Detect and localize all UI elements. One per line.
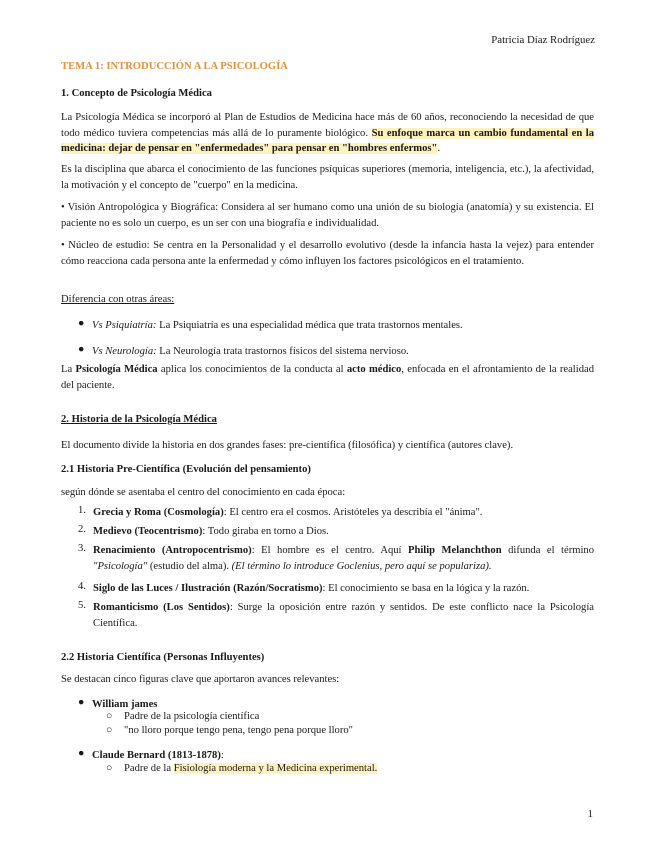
paragraph-study-core: • Núcleo de estudio: Se centra en la Personalidad y el desarrollo evolutivo (desde la infancia hasta la vejez) para entender cómo reacciona cada persona ante la enfermedad y cómo influyen los factores psicológicos en el tratamiento.: [61, 240, 594, 267]
difference-item-neurology: [92, 344, 592, 360]
differences-title: Diferencia con otras áreas:: [61, 294, 175, 305]
history-intro: El documento divide la historia en dos grandes fases: pre-científica (filosófica) y científica (autores clave).: [61, 440, 514, 451]
era-text: : El centro era el cosmos. Aristóteles ya describía el "ánima".: [223, 507, 483, 518]
person-name: Philip Melanchthon: [407, 545, 502, 556]
hollow-bullet-icon: ○: [106, 763, 113, 774]
era-label: Renacimiento (Antropocentrismo): [93, 545, 252, 556]
figure-name-william-james: William james: [92, 699, 158, 710]
list-item-medievo: [93, 524, 594, 540]
page-header-author: Patricia Díaz Rodríguez: [491, 34, 595, 46]
era-text: : El hombre es el centro. Aquí: [251, 545, 408, 556]
page-number: 1: [587, 808, 593, 820]
difference-text: La Psiquiatría es una especialidad médica que trata trastornos mentales.: [156, 320, 463, 331]
text: Padre de la: [124, 763, 174, 774]
paragraph-anthropological-vision: • Visión Antropológica y Biográfica: Considera al ser humano como una unión de su biología (anatomía) y su existencia. El paciente no es solo un cuerpo, es un ser con una biografía e individualidad.: [61, 202, 594, 229]
figure-name-claude-bernard: [92, 748, 592, 764]
highlighted-statement: Su enfoque marca un cambio fundamental en la medicina: dejar de pensar en "enfermedades" para pensar en "hombres enfermos": [61, 127, 594, 154]
hollow-bullet-icon: ○: [106, 725, 113, 736]
text: aplica los conocimientos de la conducta al: [157, 364, 347, 375]
era-text: : El conocimiento se basa en la lógica y la razón.: [322, 583, 530, 594]
text: , enfocada en el afrontamiento de la realidad del paciente.: [61, 364, 594, 391]
era-text: (estudio del alma).: [147, 560, 232, 572]
highlighted-text: Fisiología moderna y la Medicina experimental.: [173, 763, 378, 774]
note: (El término lo introduce Goclenius, pero aquí se populariza).: [231, 560, 492, 572]
era-text: difunda el término: [501, 545, 594, 556]
section-2-title: 2. Historia de la Psicología Médica: [61, 414, 217, 425]
list-item-grecia: [93, 505, 594, 521]
era-label: Medievo (Teocentrismo): [93, 526, 203, 537]
intro-text: La Psicología Médica se incorporó al Plan de Estudios de Medicina hace más de 60 años, reconociendo la necesidad de que todo médico tuviera competencias más allá de lo puramente biológico.: [61, 112, 594, 139]
difference-text: La Neurología trata trastornos físicos del sistema nervioso.: [156, 346, 409, 357]
bullet-icon: ●: [78, 748, 85, 759]
hollow-bullet-icon: ○: [106, 711, 113, 722]
list-number: 1.: [78, 505, 86, 516]
list-item-romanticismo: [93, 600, 594, 631]
section-2-1-title: 2.1 Historia Pre-Científica (Evolución del pensamiento): [61, 464, 311, 475]
section-2-1-intro: según dónde se asentaba el centro del conocimiento en cada época:: [61, 487, 346, 498]
topic-title: TEMA 1: INTRODUCCIÓN A LA PSICOLOGÍA: [61, 61, 288, 72]
figure-detail: Padre de la psicología científica: [124, 711, 260, 722]
era-label: Romanticismo (Los Sentidos): [93, 602, 230, 613]
paragraph-definition: Es la disciplina que abarca el conocimiento de las funciones psíquicas superiores (memoria, inteligencia, etc.), la afectividad, la motivación y el concepto de "cuerpo" en la medicina.: [61, 164, 594, 191]
era-text: : Surge la oposición entre razón y sentidos. De este conflicto nace la Psicología Científica.: [93, 602, 594, 629]
difference-label: Vs Neurología:: [92, 346, 157, 357]
figure-name: Claude Bernard (1813-1878): [92, 750, 221, 761]
era-label: Siglo de las Luces / Ilustración (Razón/Socratismo): [93, 583, 323, 594]
era-label: Grecia y Roma (Cosmología): [93, 507, 224, 518]
figure-quote: "no lloro porque tengo pena, tengo pena porque lloro": [124, 725, 353, 736]
difference-label: Vs Psiquiatría:: [92, 320, 157, 331]
section-2-2-intro: Se destacan cinco figuras clave que aportaron avances relevantes:: [61, 674, 340, 685]
list-number: 4.: [78, 581, 86, 592]
bold-term: Psicología Médica: [75, 364, 158, 375]
section-1-title: 1. Concepto de Psicología Médica: [61, 88, 212, 99]
list-number: 3.: [78, 543, 86, 554]
paragraph-intro: [61, 110, 594, 157]
list-number: 2.: [78, 524, 86, 535]
difference-item-psychiatry: [92, 318, 592, 334]
period: .: [437, 143, 441, 154]
bold-term: acto médico: [346, 364, 402, 375]
figure-detail: [124, 763, 377, 774]
colon: :: [220, 750, 224, 761]
term: "Psicología": [93, 560, 148, 572]
bullet-icon: ●: [78, 318, 85, 329]
era-text: : Todo giraba en torno a Dios.: [202, 526, 329, 537]
list-item-ilustracion: [93, 581, 594, 597]
section-2-2-title: 2.2 Historia Científica (Personas Influyentes): [61, 652, 265, 663]
bullet-icon: ●: [78, 697, 85, 708]
bullet-icon: ●: [78, 344, 85, 355]
list-number: 5.: [78, 600, 86, 611]
list-item-renacimiento: [93, 543, 594, 574]
paragraph-medical-act: [61, 362, 594, 393]
text: La: [61, 364, 76, 375]
